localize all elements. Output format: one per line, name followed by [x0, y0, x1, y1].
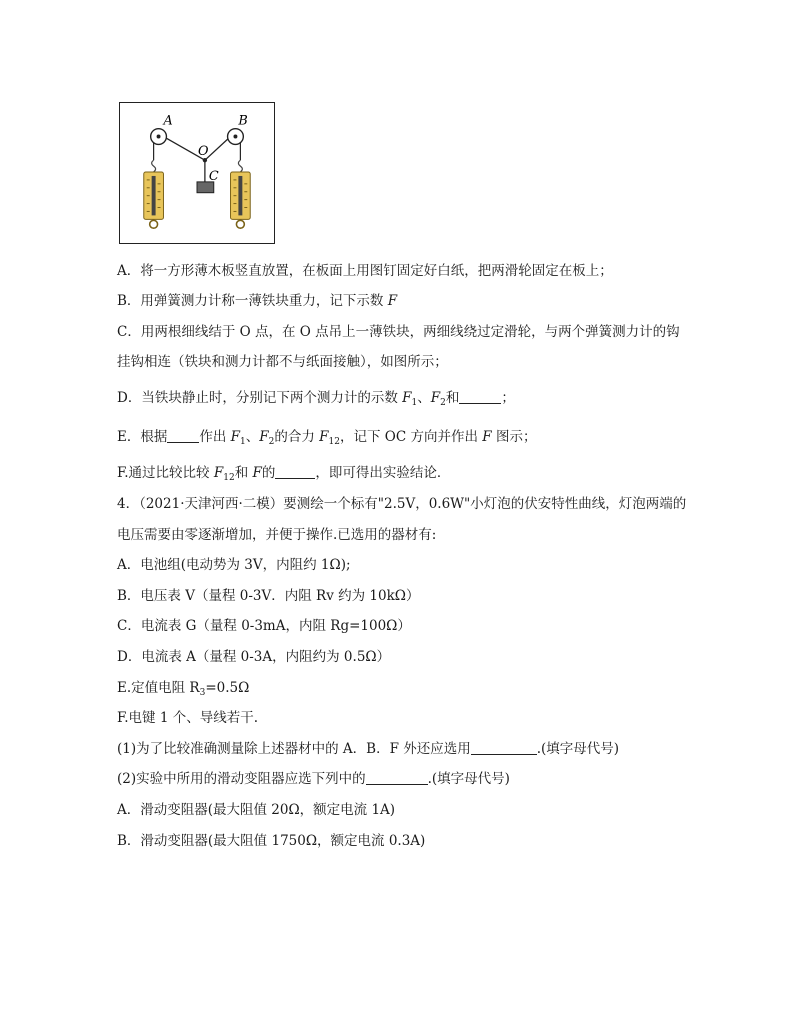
experiment-figure: [119, 102, 275, 244]
step-e-end: ，记下 OC 方向并作出: [340, 429, 483, 445]
sub-1: 1: [240, 437, 246, 447]
var-f12: F: [213, 465, 224, 481]
q4-subq1-text: (1)为了比较准确测量除上述器材中的 A．B．F 外还应选用: [117, 741, 471, 757]
answer-blank-q1[interactable]: [471, 741, 537, 755]
var-f1: F: [402, 390, 412, 406]
step-f-text: F.通过比较比较: [117, 465, 214, 481]
q4-subq2-hint: .(填字母代号): [427, 771, 510, 787]
q4-item-b: B．电压表 V（量程 0-3V．内阻 Rv 约为 10kΩ）: [117, 588, 420, 604]
step-c-line1: C．用两根细线结于 O 点，在 O 点吊上一薄铁块，两细线绕过定滑轮，与两个弹簧测力计的钩: [117, 324, 680, 340]
sub-12: 12: [328, 437, 340, 447]
step-e-tail: 图示；: [491, 429, 537, 445]
and-text: 和: [234, 465, 253, 481]
q4-subq2: [117, 770, 510, 788]
label-a: A: [163, 113, 173, 129]
var-f2: F: [259, 429, 269, 445]
pulley-b-icon: [228, 129, 244, 145]
var-f: F: [252, 465, 262, 481]
step-a: A．将一方形薄木板竖直放置，在板面上用图钉固定好白纸，把两滑轮固定在板上；: [117, 263, 613, 279]
step-e-mid: 作出: [199, 429, 231, 445]
label-o: O: [197, 144, 209, 160]
q4-item-c: C．电流表 G（量程 0-3mA，内阻 Rg=100Ω）: [117, 618, 411, 634]
right-spring-scale-icon: [231, 160, 251, 228]
end-punct: ；: [501, 390, 515, 406]
sub-12: 12: [223, 473, 235, 483]
var-f: F: [482, 429, 492, 445]
answer-blank-d[interactable]: [459, 390, 501, 404]
de-text: 的: [261, 465, 276, 481]
step-b-text: B．用弹簧测力计称一薄铁块重力，记下示数: [117, 293, 388, 309]
q4-intro-line1: 4．（2021·天津河西·二模）要测绘一个标有"2.5V，0.6W"小灯泡的伏安特性曲线，灯泡两端的: [117, 496, 687, 512]
q4-subq2-text: (2)实验中所用的滑动变阻器应选下列中的: [117, 771, 366, 787]
q4-item-e-text: E.定值电阻 R: [117, 680, 200, 696]
step-e-resultant: 的合力: [274, 429, 320, 445]
and-text: 和: [445, 390, 460, 406]
answer-blank-e[interactable]: [167, 429, 199, 443]
step-c-line2: 挂钩相连（铁块和测力计都不与纸面接触），如图所示；: [117, 354, 448, 370]
sep: 、: [417, 390, 431, 406]
step-d: [117, 389, 515, 412]
q4-item-d: D．电流表 A（量程 0-3A，内阻约为 0.5Ω）: [117, 649, 391, 665]
q4-subq1-hint: .(填字母代号): [536, 741, 620, 757]
var-f12: F: [319, 429, 329, 445]
var-f: F: [387, 293, 398, 309]
q4-item-e: [117, 679, 249, 702]
step-f: [117, 464, 450, 487]
answer-blank-f[interactable]: [275, 465, 315, 479]
label-b: B: [238, 113, 248, 129]
sub-3: 3: [199, 688, 206, 698]
answer-blank-q2[interactable]: [366, 771, 428, 785]
sep: 、: [245, 429, 260, 445]
pulley-a-icon: [151, 129, 167, 145]
step-e-text: E．根据: [117, 429, 168, 445]
label-c: C: [208, 168, 219, 184]
q4-item-a: A．电池组(电动势为 3V，内阻约 1Ω);: [117, 557, 351, 573]
q4-item-e-value: =0.5Ω: [205, 680, 250, 696]
sub-2: 2: [268, 437, 275, 447]
q4-intro-line2: 电压需要由零逐渐增加，并便于操作.已选用的器材有:: [117, 527, 437, 543]
q4-item-f: F.电键 1 个、导线若干.: [117, 710, 259, 726]
q4-subq1: [117, 740, 619, 758]
var-f1: F: [230, 429, 241, 445]
sub-2: 2: [440, 398, 446, 408]
q4-option-a: A．滑动变阻器(最大阻值 20Ω，额定电流 1A): [117, 802, 396, 818]
left-spring-scale-icon: [144, 160, 164, 228]
sub-1: 1: [411, 398, 418, 408]
step-b: [117, 292, 397, 310]
pulley-spring-scale-diagram: [120, 103, 274, 243]
q4-option-b: B．滑动变阻器(最大阻值 1750Ω，额定电流 0.3A): [117, 833, 426, 849]
step-d-text: D．当铁块静止时，分别记下两个测力计的示数: [117, 390, 403, 406]
step-f-end: ，即可得出实验结论．: [315, 465, 451, 481]
var-f2: F: [430, 390, 441, 406]
step-e: [117, 428, 536, 451]
